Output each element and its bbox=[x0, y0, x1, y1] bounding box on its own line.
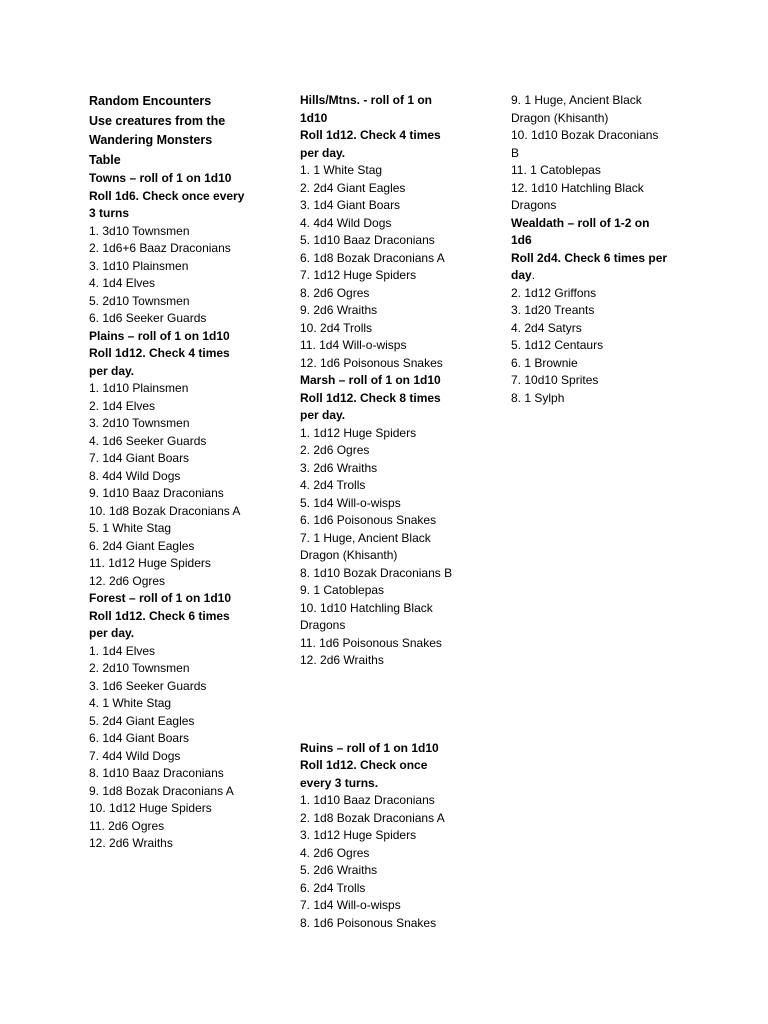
encounter-entry: 3. 2d6 Wraiths bbox=[300, 460, 378, 475]
section-heading-text: Marsh – roll of 1 on 1d10 bbox=[300, 373, 441, 387]
encounter-entry: 2. 1d6+6 Baaz Draconians bbox=[89, 241, 231, 256]
encounter-entry: 8. 1d10 Baaz Draconians bbox=[89, 766, 224, 781]
section-gap bbox=[300, 670, 475, 740]
encounter-entry: 4. 1d6 Seeker Guards bbox=[89, 433, 207, 448]
section-heading bbox=[300, 390, 475, 425]
encounter-entry: 3. 2d10 Townsmen bbox=[89, 416, 190, 431]
encounter-entry: 1. 1d10 Baaz Draconians bbox=[300, 793, 435, 807]
encounter-entry: 5. 1d10 Baaz Draconians bbox=[300, 233, 435, 247]
encounter-entry: 3. 1d6 Seeker Guards bbox=[89, 678, 207, 693]
section-heading bbox=[300, 127, 475, 162]
encounter-entry: 10. 1d8 Bozak Draconians A bbox=[89, 503, 241, 518]
encounter-entry: 10. 1d12 Huge Spiders bbox=[89, 801, 212, 816]
section-heading bbox=[511, 215, 686, 250]
encounter-entry: 4. 1 White Stag bbox=[89, 696, 172, 711]
encounter-entry: 3. 1d12 Huge Spiders bbox=[300, 828, 417, 842]
encounter-entry: 11. 1d12 Huge Spiders bbox=[89, 556, 211, 571]
encounter-entry: 6. 1d6 Poisonous Snakes bbox=[300, 513, 437, 527]
encounter-entry: 12. 1d10 Hatchling Black Dragons bbox=[511, 180, 644, 212]
encounter-entry: 4. 4d4 Wild Dogs bbox=[300, 215, 392, 230]
encounter-entry: 3. 1d10 Plainsmen bbox=[89, 258, 189, 273]
encounter-entry: 10. 2d4 Trolls bbox=[300, 320, 373, 335]
encounter-entry: 4. 2d4 Trolls bbox=[300, 478, 366, 492]
encounter-entry: 9. 1d8 Bozak Draconians A bbox=[89, 783, 234, 798]
encounter-entry: 7. 1d12 Huge Spiders bbox=[300, 268, 417, 282]
column-1 bbox=[89, 92, 264, 853]
encounter-entry: 12. 1d6 Poisonous Snakes bbox=[300, 355, 443, 370]
section-heading bbox=[89, 188, 264, 223]
section-heading bbox=[89, 608, 264, 643]
column-2 bbox=[300, 92, 475, 932]
encounter-entry: 5. 1d12 Centaurs bbox=[511, 338, 604, 352]
encounter-entry: 5. 2d10 Townsmen bbox=[89, 293, 190, 308]
section-heading bbox=[300, 92, 475, 127]
encounter-entry: 7. 1d4 Giant Boars bbox=[89, 451, 190, 466]
section-heading-text: Hills/Mtns. - roll of 1 on 1d10 bbox=[300, 93, 432, 125]
encounter-entry: 8. 4d4 Wild Dogs bbox=[89, 468, 181, 483]
encounter-entry: 11. 1 Catoblepas bbox=[511, 163, 601, 177]
encounter-entry: 6. 1d8 Bozak Draconians A bbox=[300, 250, 445, 265]
encounter-entry: 11. 2d6 Ogres bbox=[89, 818, 165, 833]
column-3 bbox=[511, 92, 686, 407]
encounter-entry: 3. 1d20 Treants bbox=[511, 303, 595, 317]
section-heading bbox=[89, 170, 264, 188]
section-heading-text: Ruins – roll of 1 on 1d10 bbox=[300, 740, 439, 755]
encounter-entry: 2. 1d4 Elves bbox=[89, 398, 156, 413]
section-heading bbox=[89, 590, 264, 608]
encounter-entry: 12. 2d6 Wraiths bbox=[300, 653, 384, 667]
encounter-entry: 11. 1d6 Poisonous Snakes bbox=[300, 635, 442, 650]
encounter-entry: 1. 1d12 Huge Spiders bbox=[300, 425, 417, 440]
encounter-entry: 5. 1 White Stag bbox=[89, 521, 172, 536]
encounter-entry: 7. 10d10 Sprites bbox=[511, 373, 599, 387]
document-title-line: Random Encounters bbox=[89, 94, 212, 108]
encounter-entry: 9. 1 Catoblepas bbox=[300, 583, 385, 597]
section-heading bbox=[300, 757, 475, 792]
encounter-entry: 8. 1d6 Poisonous Snakes bbox=[300, 915, 437, 930]
section-heading-text: Roll 2d4. Check 6 times per day bbox=[511, 250, 668, 282]
encounter-entry: 4. 2d6 Ogres bbox=[300, 845, 370, 860]
section-heading-text: Roll 1d12. Check 4 times per day. bbox=[300, 128, 441, 160]
section-heading bbox=[511, 250, 686, 285]
encounter-entry: 9. 2d6 Wraiths bbox=[300, 303, 378, 317]
section-heading-text: Forest – roll of 1 on 1d10 bbox=[89, 591, 232, 606]
section-heading bbox=[300, 372, 475, 390]
section-heading-text: Wealdath – roll of 1-2 on 1d6 bbox=[511, 215, 650, 247]
encounter-entry: 2. 2d4 Giant Eagles bbox=[300, 180, 406, 195]
section-heading bbox=[89, 345, 264, 380]
encounter-entry: 8. 1 Sylph bbox=[511, 390, 565, 405]
encounter-entry: 7. 1 Huge, Ancient Black Dragon (Khisanth) bbox=[300, 530, 431, 562]
section-heading-text: Plains – roll of 1 on 1d10 bbox=[89, 328, 230, 343]
encounter-entry: 2. 1d8 Bozak Draconians A bbox=[300, 810, 445, 825]
encounter-entry: 6. 1d4 Giant Boars bbox=[89, 731, 190, 746]
section-heading bbox=[89, 328, 264, 346]
encounter-entry: 10. 1d10 Bozak Draconians B bbox=[511, 128, 659, 160]
section-heading-text: Roll 1d12. Check 4 times per day. bbox=[89, 346, 230, 378]
section-heading-suffix: . bbox=[531, 268, 536, 282]
encounter-entry: 8. 1d10 Bozak Draconians B bbox=[300, 565, 453, 580]
encounter-entry: 6. 1d6 Seeker Guards bbox=[89, 311, 207, 326]
encounter-entry: 6. 1 Brownie bbox=[511, 355, 578, 370]
encounter-entry: 12. 2d6 Ogres bbox=[89, 573, 166, 588]
encounter-entry: 5. 2d4 Giant Eagles bbox=[89, 713, 195, 728]
encounter-entry: 7. 4d4 Wild Dogs bbox=[89, 748, 181, 763]
encounter-entry: 4. 2d4 Satyrs bbox=[511, 320, 582, 335]
encounter-entry: 1. 3d10 Townsmen bbox=[89, 223, 190, 238]
document-title-line: Table bbox=[89, 152, 121, 167]
encounter-entry: 1. 1 White Stag bbox=[300, 163, 383, 177]
encounter-entry: 1. 1d4 Elves bbox=[89, 643, 156, 658]
encounter-entry: 12. 2d6 Wraiths bbox=[89, 836, 173, 851]
encounter-entry: 5. 1d4 Will-o-wisps bbox=[300, 495, 401, 510]
encounter-entry: 10. 1d10 Hatchling Black Dragons bbox=[300, 600, 433, 632]
section-heading bbox=[300, 740, 475, 758]
document-title-line: Wandering Monsters bbox=[89, 133, 213, 148]
encounter-entry: 6. 2d4 Giant Eagles bbox=[89, 538, 195, 553]
section-heading-text: Roll 1d12. Check 6 times per day. bbox=[89, 608, 230, 641]
encounter-entry: 2. 2d10 Townsmen bbox=[89, 661, 190, 676]
document-title-line: Use creatures from the bbox=[89, 113, 226, 128]
encounter-entry: 4. 1d4 Elves bbox=[89, 276, 156, 291]
encounter-entry: 5. 2d6 Wraiths bbox=[300, 863, 378, 877]
encounter-entry: 7. 1d4 Will-o-wisps bbox=[300, 898, 401, 912]
encounter-entry: 9. 1d10 Baaz Draconians bbox=[89, 486, 224, 501]
encounter-entry: 2. 1d12 Griffons bbox=[511, 285, 597, 300]
encounter-entry: 8. 2d6 Ogres bbox=[300, 285, 370, 300]
encounter-entry: 6. 2d4 Trolls bbox=[300, 880, 366, 895]
section-heading-text: Towns – roll of 1 on 1d10 bbox=[89, 171, 232, 186]
section-heading-text: Roll 1d6. Check once every 3 turns bbox=[89, 188, 245, 221]
section-heading-text: Roll 1d12. Check once every 3 turns. bbox=[300, 758, 428, 790]
encounter-entry: 11. 1d4 Will-o-wisps bbox=[300, 338, 407, 352]
section-heading-text: Roll 1d12. Check 8 times per day. bbox=[300, 390, 441, 422]
encounter-entry: 1. 1d10 Plainsmen bbox=[89, 381, 189, 396]
encounter-entry: 2. 2d6 Ogres bbox=[300, 443, 370, 457]
encounter-entry: 9. 1 Huge, Ancient Black Dragon (Khisanth) bbox=[511, 93, 642, 125]
encounter-entry: 3. 1d4 Giant Boars bbox=[300, 198, 401, 212]
